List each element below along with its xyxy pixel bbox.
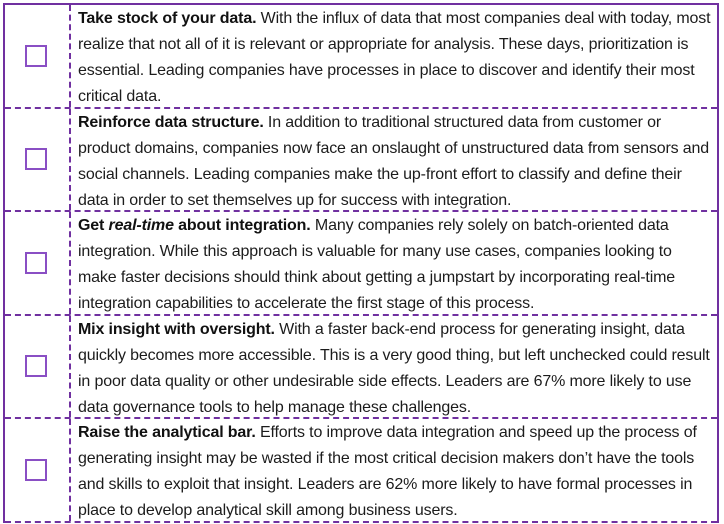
checkbox-insight-oversight[interactable] — [25, 355, 47, 377]
item-text — [71, 212, 717, 314]
item-title: Take stock of your data. — [78, 10, 257, 27]
checkbox-cell — [5, 316, 71, 418]
item-title-post: about integration. — [173, 217, 311, 234]
checkbox-take-stock[interactable] — [25, 45, 47, 67]
item-body: With the influx of data that most companies deal with today, most realize that not all of it is relevant or appropriate for analysis. These days, prioritization is essential. Leading companies have processes in place to discover and identify their most critical data. — [78, 10, 711, 105]
checkbox-analytical-bar[interactable] — [25, 459, 47, 481]
checkbox-cell — [5, 419, 71, 521]
item-body: In addition to traditional structured data from customer or product domains, companies now face an onslaught of unstructured data from sensors and social channels. Leading companies make the up-front effort to classify and define their data in order to set themselves up for success with integration. — [78, 113, 710, 209]
checklist-row-real-time — [5, 212, 717, 316]
item-title-italic: real-time — [108, 217, 174, 234]
checklist-table — [3, 3, 719, 523]
item-text — [71, 316, 717, 418]
checkbox-cell — [5, 109, 71, 211]
item-text — [71, 109, 717, 211]
item-title — [78, 217, 311, 234]
checkbox-cell — [5, 5, 71, 107]
item-title: Mix insight with oversight. — [78, 320, 275, 338]
checkbox-real-time[interactable] — [25, 252, 47, 274]
item-text — [71, 419, 717, 521]
item-title-pre: Get — [78, 217, 109, 234]
checklist-row-analytical-bar — [5, 419, 717, 523]
item-body: Efforts to improve data integration and speed up the process of generating insight may be wasted if the most critical decision makers don’t have the tools and skills to exploit that insight. Leaders are 62% more likely to have formal processes in place to develop analytical skill among business users. — [78, 424, 697, 519]
checklist-row-reinforce-structure — [5, 109, 717, 213]
checklist-row-take-stock — [5, 5, 717, 109]
checkbox-reinforce-structure[interactable] — [25, 148, 47, 170]
item-text — [71, 5, 717, 107]
checkbox-cell — [5, 212, 71, 314]
item-title: Reinforce data structure. — [78, 113, 264, 131]
item-body: Many companies rely solely on batch-oriented data integration. While this approach is valuable for many use cases, companies looking to make faster decisions should think about getting a jumpstart by incorporating real-time integration capabilities to accelerate the first stage of this process. — [78, 217, 676, 312]
item-body: With a faster back-end process for generating insight, data quickly becomes more accessible. This is a very good thing, but left unchecked could result in poor data quality or other undesirable side effects. Leaders are 67% more likely to use data governance tools to help manage these challenges. — [78, 320, 710, 416]
item-title: Raise the analytical bar. — [78, 424, 256, 441]
checklist-row-insight-oversight — [5, 316, 717, 420]
